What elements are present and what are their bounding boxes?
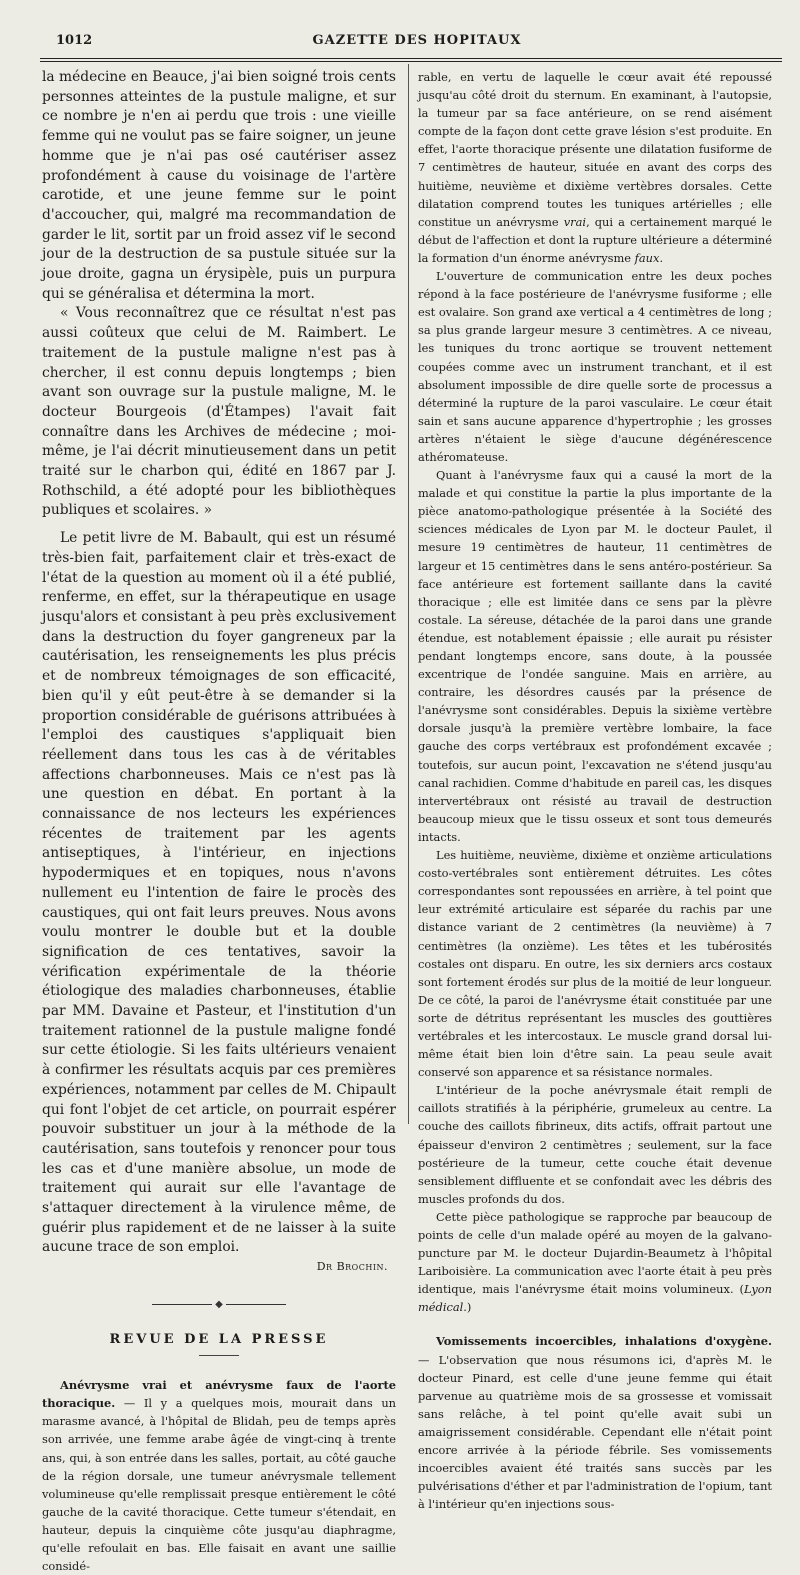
signature: [42, 1260, 396, 1273]
journal-title: GAZETTE DES HOPITAUX: [312, 33, 522, 48]
article-title: Anévrysme vrai et anévrysme faux de l'aorte thoracique.: [42, 1378, 396, 1411]
text-run: .: [659, 250, 664, 265]
article-title: Vomissements incoercibles, inhalations d'oxygène.: [436, 1334, 772, 1349]
italic-term: vrai: [563, 214, 587, 229]
paragraph: Les huitième, neuvième, dixième et onzième articulations costo-vertébrales sont entièrement détruites. Les côtes correspondantes sont repoussées en arrière, à tel point que leur extrémité articulaire est séparée du rachis par une distance variant de 2 centimètres (la neuvième) à 7 centimètres (la onzième). Les têtes et les tubérosités costales ont disparu. En outre, les six derniers arcs costaux sont fortement érodés sur plus de la moitié de leur longueur. De ce côté, la paroi de l'anévrysme était constituée par une sorte de détritus représentant les muscles des gouttières vertébrales et les intercostaux. Le muscle grand dorsal lui-même était bien loin d'être sain. La peau seule avait conservé son apparence et sa résistance normales.: [418, 848, 772, 1080]
paragraph: Quant à l'anévrysme faux qui a causé la mort de la malade et qui constitue la partie la plus importante de la pièce anatomo-pathologique présentée à la Société des sciences médicales de Lyon par M. le docteur Paulet, il mesure 19 centimètres de hauteur, 11 centimètres de largeur et 15 centimètres dans le sens antéro-postérieur. Sa face antérieure est fortement saillante dans la cavité thoracique ; elle est limitée dans ce sens par la plèvre costale. La séreuse, détachée de la paroi dans une grande étendue, est notablement épaissie ; elle aurait pu résister pendant longtemps encore, sans doute, à la poussée excentrique de l'ondée sanguine. Mais en arrière, au contraire, les désordres causés par la présence de l'anévrysme sont considérables. Depuis la sixième vertèbre dorsale jusqu'à la première vertèbre lombaire, la face gauche des corps vertébraux est profondément excavée ; toutefois, sur aucun point, l'excavation ne s'étend jusqu'au canal rachidien. Comme d'habitude en pareil cas, les disques intervertébraux ont résisté au travail de destruction beaucoup mieux que le tissu osseux et sont tous demeurés intacts.: [418, 468, 772, 844]
column-divider: [408, 64, 409, 1124]
text-run: .): [463, 1300, 472, 1315]
paragraph: [418, 1208, 772, 1317]
page-number: 1012: [56, 33, 93, 48]
header-rule-bottom: [40, 61, 782, 62]
paragraph: L'intérieur de la poche anévrysmale était rempli de caillots stratifiés à la périphérie, grumeleux au centre. La couche des caillots fibrineux, dits actifs, offrait partout une épaisseur d'environ 2 centimètres ; seulement, sur la face postérieure de la tumeur, cette couche était devenue sensiblement diffluente et se confondait avec les débris des muscles profonds du dos.: [418, 1083, 772, 1206]
article-paragraph: [418, 1332, 772, 1513]
paragraph: Le petit livre de M. Babault, qui est un résumé très-bien fait, parfaitement clair et très-exact de l'état de la question au moment où il a été publié, renferme, en effet, sur la thérapeutique en usage jusqu'alors et consistant à peu près exclusivement dans la destruction du foyer gangreneux par la cautérisation, les renseignements les plus précis et de nombreux témoignages de son efficacité, bien qu'il y eût peut-être à se demander si la proportion considérable de guérisons attribuées à l'emploi des caustiques s'appliquait bien réellement dans tous les cas à de véritables affections charbonneuses. Mais ce n'est pas là une question en débat. En portant à la connaissance de nos lecteurs les expériences récentes de traitement par les agents antiseptiques, à l'intérieur, en injections hypodermiques et en topiques, nous n'avons nullement eu l'intention de faire le procès des caustiques, qui ont fait leurs preuves. Nous avons voulu montrer le double but et la double signification de ces tentatives, savoir la vérification expérimentale de la théorie étiologique des maladies charbonneuses, établie par MM. Davaine et Pasteur, et l'institution d'un traitement rationnel de la pustule maligne fondé sur cette étiologie. Si les faits ultérieurs venaient à confirmer les résultats acquis par ces premières expériences, notamment par celles de M. Chipault qui font l'objet de cet article, on pourrait espérer pouvoir substituer un jour à la méthode de la cautérisation, sans toutefois y renoncer pour tous les cas et d'une manière absolue, un mode de traitement qui aurait sur elle l'avantage de s'attaquer directement à la virulence même, de guérir plus rapidement et de ne laisser à la suite aucune trace de son emploi.: [42, 530, 396, 1256]
right-column: [418, 68, 772, 1513]
paragraph: la médecine en Beauce, j'ai bien soigné trois cents personnes atteintes de la pustule maligne, et sur ce nombre je n'en ai perdu que trois : une vieille femme qui ne voulut pas se faire soigner, un jeune homme que je n'ai pas osé cautériser assez profondément à cause du voisinage de l'artère carotide, et une jeune femme sur le point d'accoucher, qui, malgré ma recommandation de garder le lit, sortit par un froid assez vif le second jour de la destruction de sa pustule située sur la joue droite, gagna un érysipèle, puis un purpura qui se généralisa et détermina la mort.: [42, 69, 396, 302]
paragraph: L'ouverture de communication entre les deux poches répond à la face postérieure de l'anévrysme fusiforme ; elle est ovalaire. Son grand axe vertical a 4 centimètres de long ; sa plus grande largeur mesure 3 centimètres. A ce niveau, les tuniques du tronc aortique se trouvent nettement coupées comme avec un instrument tranchant, et il est absolument impossible de dire quelle sorte de processus a déterminé la rupture de la paroi vasculaire. Le cœur était sain et sans aucune apparence d'hypertrophie ; les grosses artères n'étaient le siège d'aucune dégénérescence athéromateuse.: [418, 269, 772, 464]
italic-term: faux: [634, 250, 660, 265]
text-run: rable, en vertu de laquelle le cœur avait été repoussé jusqu'au côté droit du sternum. En examinant, à l'autopsie, la tumeur par sa face antérieure, on se rend aisément compte de la façon dont cette grave lésion s'est produite. En effet, l'aorte thoracique présente une dilatation fusiforme de 7 centimètres de hauteur, située en avant des corps des huitième, neuvième et dixième vertèbres dorsales. Cette dilatation comprend toutes les tuniques artérielles ; elle constitue un anévrysme: [418, 70, 772, 229]
left-column: [42, 68, 396, 1575]
page-header: [52, 30, 782, 54]
section-ornament: ◆: [42, 1299, 396, 1310]
header-rule-top: [40, 58, 782, 59]
signature-text: Dr Brochin.: [316, 1260, 388, 1274]
article-paragraph: [42, 1376, 396, 1575]
section-heading: REVUE DE LA PRESSE: [109, 1332, 329, 1348]
article-text: — Il y a quelques mois, mourait dans un marasme avancé, à l'hôpital de Blidah, peu de temps après son arrivée, une femme arabe âgée de vingt-cinq à trente ans, qui, à son entrée dans les salles, portait, au côté gauche de la région dorsale, une tumeur anévrysmale tellement volumineuse qu'elle remplissait presque entièrement le côté gauche de la cavité thoracique. Cette tumeur s'étendait, en hauteur, depuis la cinquième côte jusqu'au diaphragme, qu'elle refoulait en bas. Elle faisait en avant une saillie considé-: [42, 1396, 396, 1574]
section-rule: [199, 1355, 239, 1356]
paragraph: [418, 68, 772, 267]
text-run: Cette pièce pathologique se rapproche par beaucoup de points de celle d'un malade opéré au moyen de la galvano-puncture par M. le docteur Dujardin-Beaumetz à l'hôpital Lariboisière. La communication avec l'aorte était à peu près identique, mais l'anévrysme était moins volumineux. (: [418, 1209, 772, 1297]
source-citation: Lyon médical: [418, 1282, 772, 1315]
text-run: , qui a certainement marqué le début de l'affection et dont la rupture ultérieure a déterminé la formation d'un énorme anévrysme: [418, 214, 772, 265]
article-text: — L'observation que nous résumons ici, d'après M. le docteur Pinard, est celle d'une jeune femme qui était parvenue au quatrième mois de sa grossesse et vomissait sans relâche, à tel point qu'elle avait subi un amaigrissement considérable. Cependant elle n'était point encore arrivée à la période fébrile. Ses vomissements incoercibles avaient été traités sans succès par les pulvérisations d'éther et par l'administration de l'opium, tant à l'intérieur qu'en injections sous-: [418, 1352, 772, 1512]
paragraph: « Vous reconnaîtrez que ce résultat n'est pas aussi coûteux que celui de M. Raimbert. Le traitement de la pustule maligne n'est pas à chercher, il est connu depuis longtemps ; bien avant son ouvrage sur la pustule maligne, M. le docteur Bourgeois (d'Étampes) l'avait fait connaître dans les Archives de médecine ; moi-même, je l'ai décrit minutieusement dans un petit traité sur le charbon qui, édité en 1867 par J. Rothschild, a été adopté pour les bibliothèques publiques et scolaires. »: [42, 305, 396, 519]
